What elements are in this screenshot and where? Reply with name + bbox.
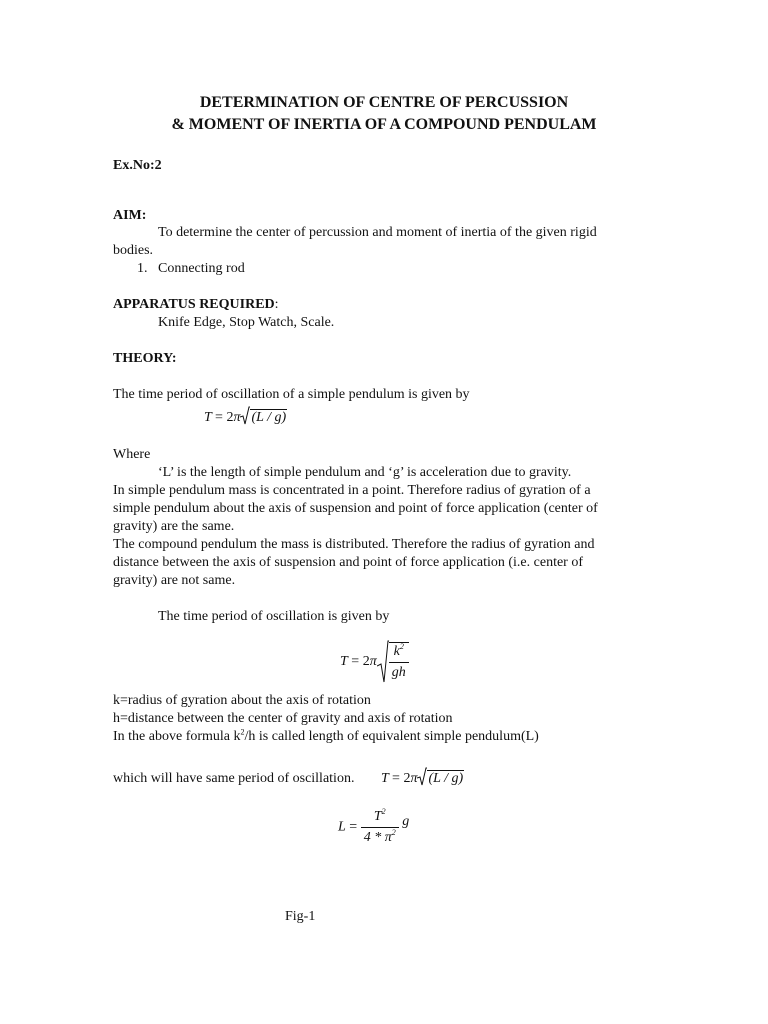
eq3-pi: π [410,771,418,786]
aim-text-line-1: To determine the center of percussion and moment of inertia of the given rigid [158,225,597,240]
theory-heading: THEORY: [113,351,177,366]
eq2-num: k [393,644,400,659]
formula-note [113,728,539,746]
eq4-fraction [361,808,399,847]
same-period-text: which will have same period of oscillation. [113,771,355,786]
exercise-number: Ex.No:2 [113,158,162,173]
para1-line-1: In simple pendulum mass is concentrated in a point. Therefore radius of gyration of a [113,483,591,498]
equation-period-simple: T = 2π (L / g) [204,406,287,427]
eq2-pi: π [369,654,377,669]
aim-text-line-2: bodies. [113,243,154,258]
para1-line-2: simple pendulum about the axis of suspension and point of force application (center of [113,501,598,516]
eq2-equals: = [351,654,360,669]
eq2-num-sup: 2 [399,642,404,651]
eq1-radicand: (L / g) [251,410,287,425]
eq4-den: 4 * π [363,830,392,845]
aim-list-number: 1. [137,261,148,276]
eq1-equals: = [215,410,223,425]
sqrt-icon [240,406,250,426]
eq4-lhs: L [338,819,346,835]
para2-line-3: gravity) are not same. [113,573,236,588]
theory-intro: The time period of oscillation of a simple pendulum is given by [113,387,470,402]
sqrt-icon [417,767,427,787]
h-definition: h=distance between the center of gravity and axis of rotation [113,711,453,726]
eq1-lhs: T [204,410,212,425]
eq4-num-sup: 2 [381,807,386,816]
equation-period-equivalent: T = 2π (L / g) [381,767,464,788]
period-compound-intro: The time period of oscillation is given by [158,609,390,624]
eq4-num: T [373,809,382,824]
eq4-den-sup: 2 [391,828,396,837]
eq1-pi: π [233,410,241,425]
equation-period-compound: T = 2π $\frac{k^2}{gh}$ [340,640,409,684]
apparatus-colon: : [274,297,279,312]
formula-note-post: /h is called length of equivalent simple pendulum(L) [244,729,539,744]
eq2-fraction [389,642,409,682]
equation-length [338,808,409,847]
para2-line-2: distance between the axis of suspension and point of force application (i.e. center of [113,555,584,570]
title-line-2: & MOMENT OF INERTIA OF A COMPOUND PENDULAM [171,116,597,133]
para1-line-3: gravity) are the same. [113,519,235,534]
eq3-equals: = [392,771,400,786]
where-label: Where [113,447,151,462]
eq4-equals: = [349,819,358,835]
apparatus-heading-line [113,296,279,314]
formula-note-pre: In the above formula k [113,729,241,744]
aim-list-item: Connecting rod [158,261,245,276]
eq2-lhs: T [340,654,348,669]
apparatus-text: Knife Edge, Stop Watch, Scale. [158,315,335,330]
k-definition: k=radius of gyration about the axis of rotation [113,693,371,708]
eq3-lhs: T [381,771,389,786]
figure-label: Fig-1 [285,909,316,924]
para2-line-1: The compound pendulum the mass is distributed. Therefore the radius of gyration and [113,537,595,552]
eq4-tail: g [402,813,410,829]
formula-note-sup: 2 [240,727,245,737]
sqrt-icon [377,640,389,684]
aim-heading: AIM: [113,208,147,223]
eq3-radicand: (L / g) [428,771,464,786]
where-definition: ‘L’ is the length of simple pendulum and ‘g’ is acceleration due to gravity. [158,465,572,480]
title-line-1: DETERMINATION OF CENTRE OF PERCUSSION [199,94,569,111]
apparatus-heading: APPARATUS REQUIRED [113,297,275,312]
eq2-den: gh [391,665,406,680]
